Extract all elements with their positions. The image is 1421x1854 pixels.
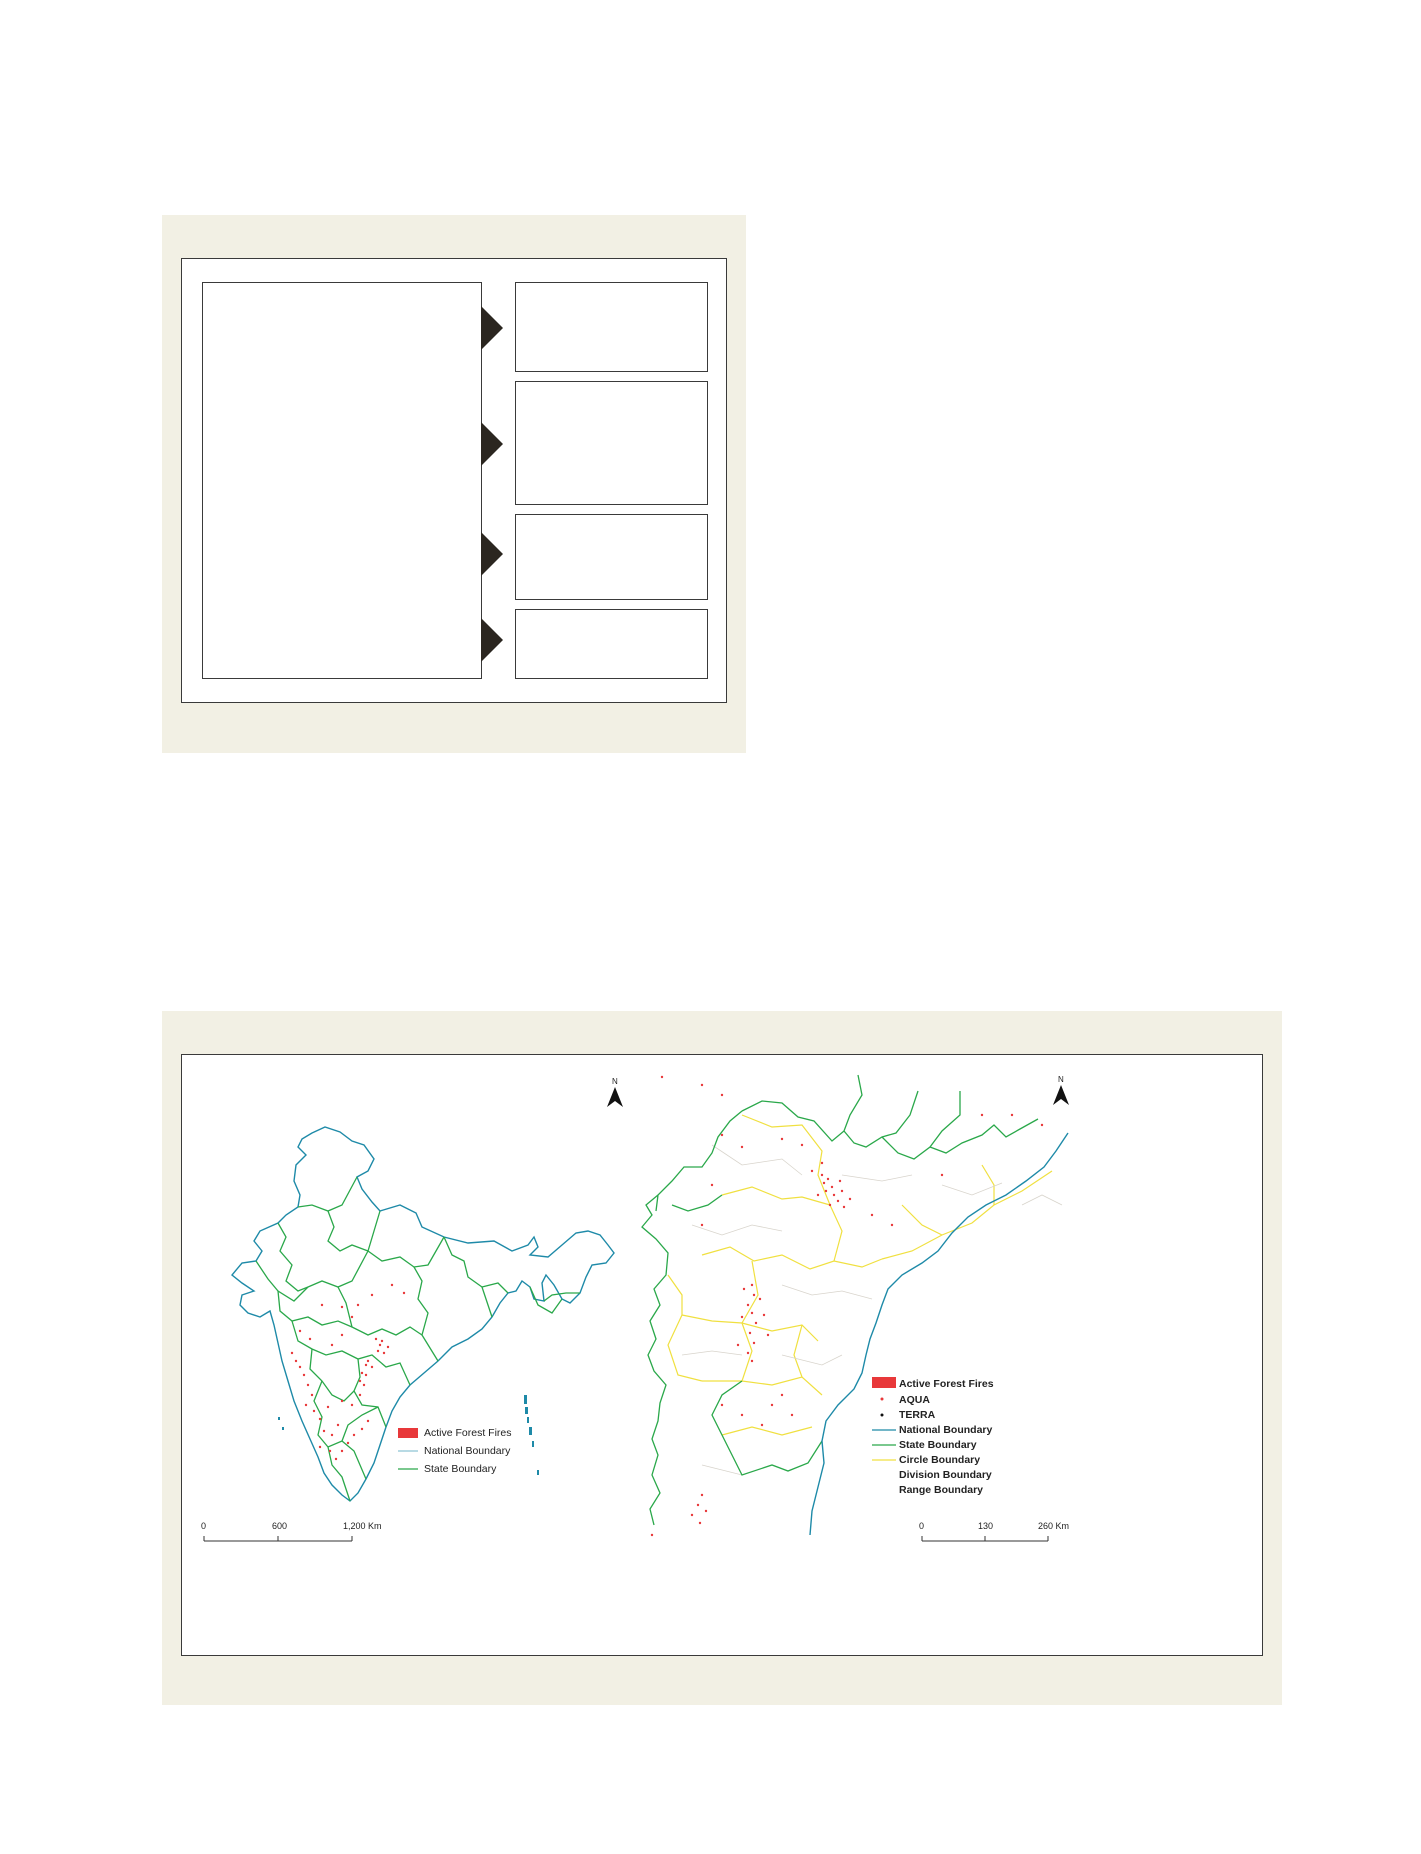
india-legend-national: National Boundary — [424, 1445, 511, 1457]
india-state-boundaries — [256, 1177, 580, 1501]
diagram-panel — [162, 215, 746, 753]
diagram-main-box — [202, 282, 482, 679]
ap-legend-circle: Circle Boundary — [899, 1454, 981, 1466]
india-scale-1200: 1,200 Km — [343, 1521, 382, 1531]
maps-svg — [182, 1055, 1262, 1655]
india-map — [201, 1077, 623, 1541]
india-legend — [398, 1427, 512, 1475]
india-scale-0: 0 — [201, 1521, 207, 1531]
ap-legend-state: State Boundary — [899, 1439, 977, 1451]
ap-north-arrow-icon — [1053, 1075, 1069, 1105]
india-north-arrow-icon — [607, 1077, 623, 1107]
ap-division-boundaries — [682, 1145, 1062, 1475]
ap-legend-fire: Active Forest Fires — [899, 1378, 994, 1390]
maps-panel — [162, 1011, 1282, 1705]
diagram-box-4 — [515, 609, 708, 679]
ap-legend-fire-swatch — [872, 1377, 896, 1388]
diagram-box-3 — [515, 514, 708, 600]
diagram-arrow-1 — [481, 306, 503, 350]
ap-scale-0: 0 — [919, 1521, 925, 1531]
maps-frame — [181, 1054, 1263, 1656]
diagram-box-2 — [515, 381, 708, 505]
ap-north-label: N — [1058, 1075, 1064, 1084]
ap-legend-national: National Boundary — [899, 1424, 993, 1436]
ap-map — [642, 1075, 1069, 1541]
ap-legend-terra-dot — [881, 1414, 884, 1417]
india-scale-bar — [201, 1521, 382, 1541]
ap-scale-130: 130 — [978, 1521, 994, 1531]
diagram-arrow-2 — [481, 422, 503, 466]
diagram-frame — [181, 258, 727, 703]
diagram-arrow-4 — [481, 618, 503, 662]
ap-circle-boundaries — [668, 1115, 1052, 1435]
ap-legend — [872, 1377, 994, 1496]
ap-scale-260: 260 Km — [1038, 1521, 1070, 1531]
india-north-label: N — [612, 1077, 618, 1086]
ap-legend-terra: TERRA — [899, 1409, 936, 1421]
ap-legend-aqua-dot — [881, 1398, 884, 1401]
diagram-box-1 — [515, 282, 708, 372]
diagram-arrow-3 — [481, 532, 503, 576]
india-scale-600: 600 — [272, 1521, 288, 1531]
ap-legend-division: Division Boundary — [899, 1469, 992, 1481]
india-legend-state: State Boundary — [424, 1463, 497, 1475]
ap-scale-bar — [919, 1521, 1069, 1541]
india-legend-fire-swatch — [398, 1428, 418, 1438]
ap-legend-range: Range Boundary — [899, 1484, 984, 1496]
india-national-boundary — [232, 1127, 614, 1501]
ap-legend-aqua: AQUA — [899, 1394, 930, 1406]
india-legend-fire: Active Forest Fires — [424, 1427, 512, 1439]
